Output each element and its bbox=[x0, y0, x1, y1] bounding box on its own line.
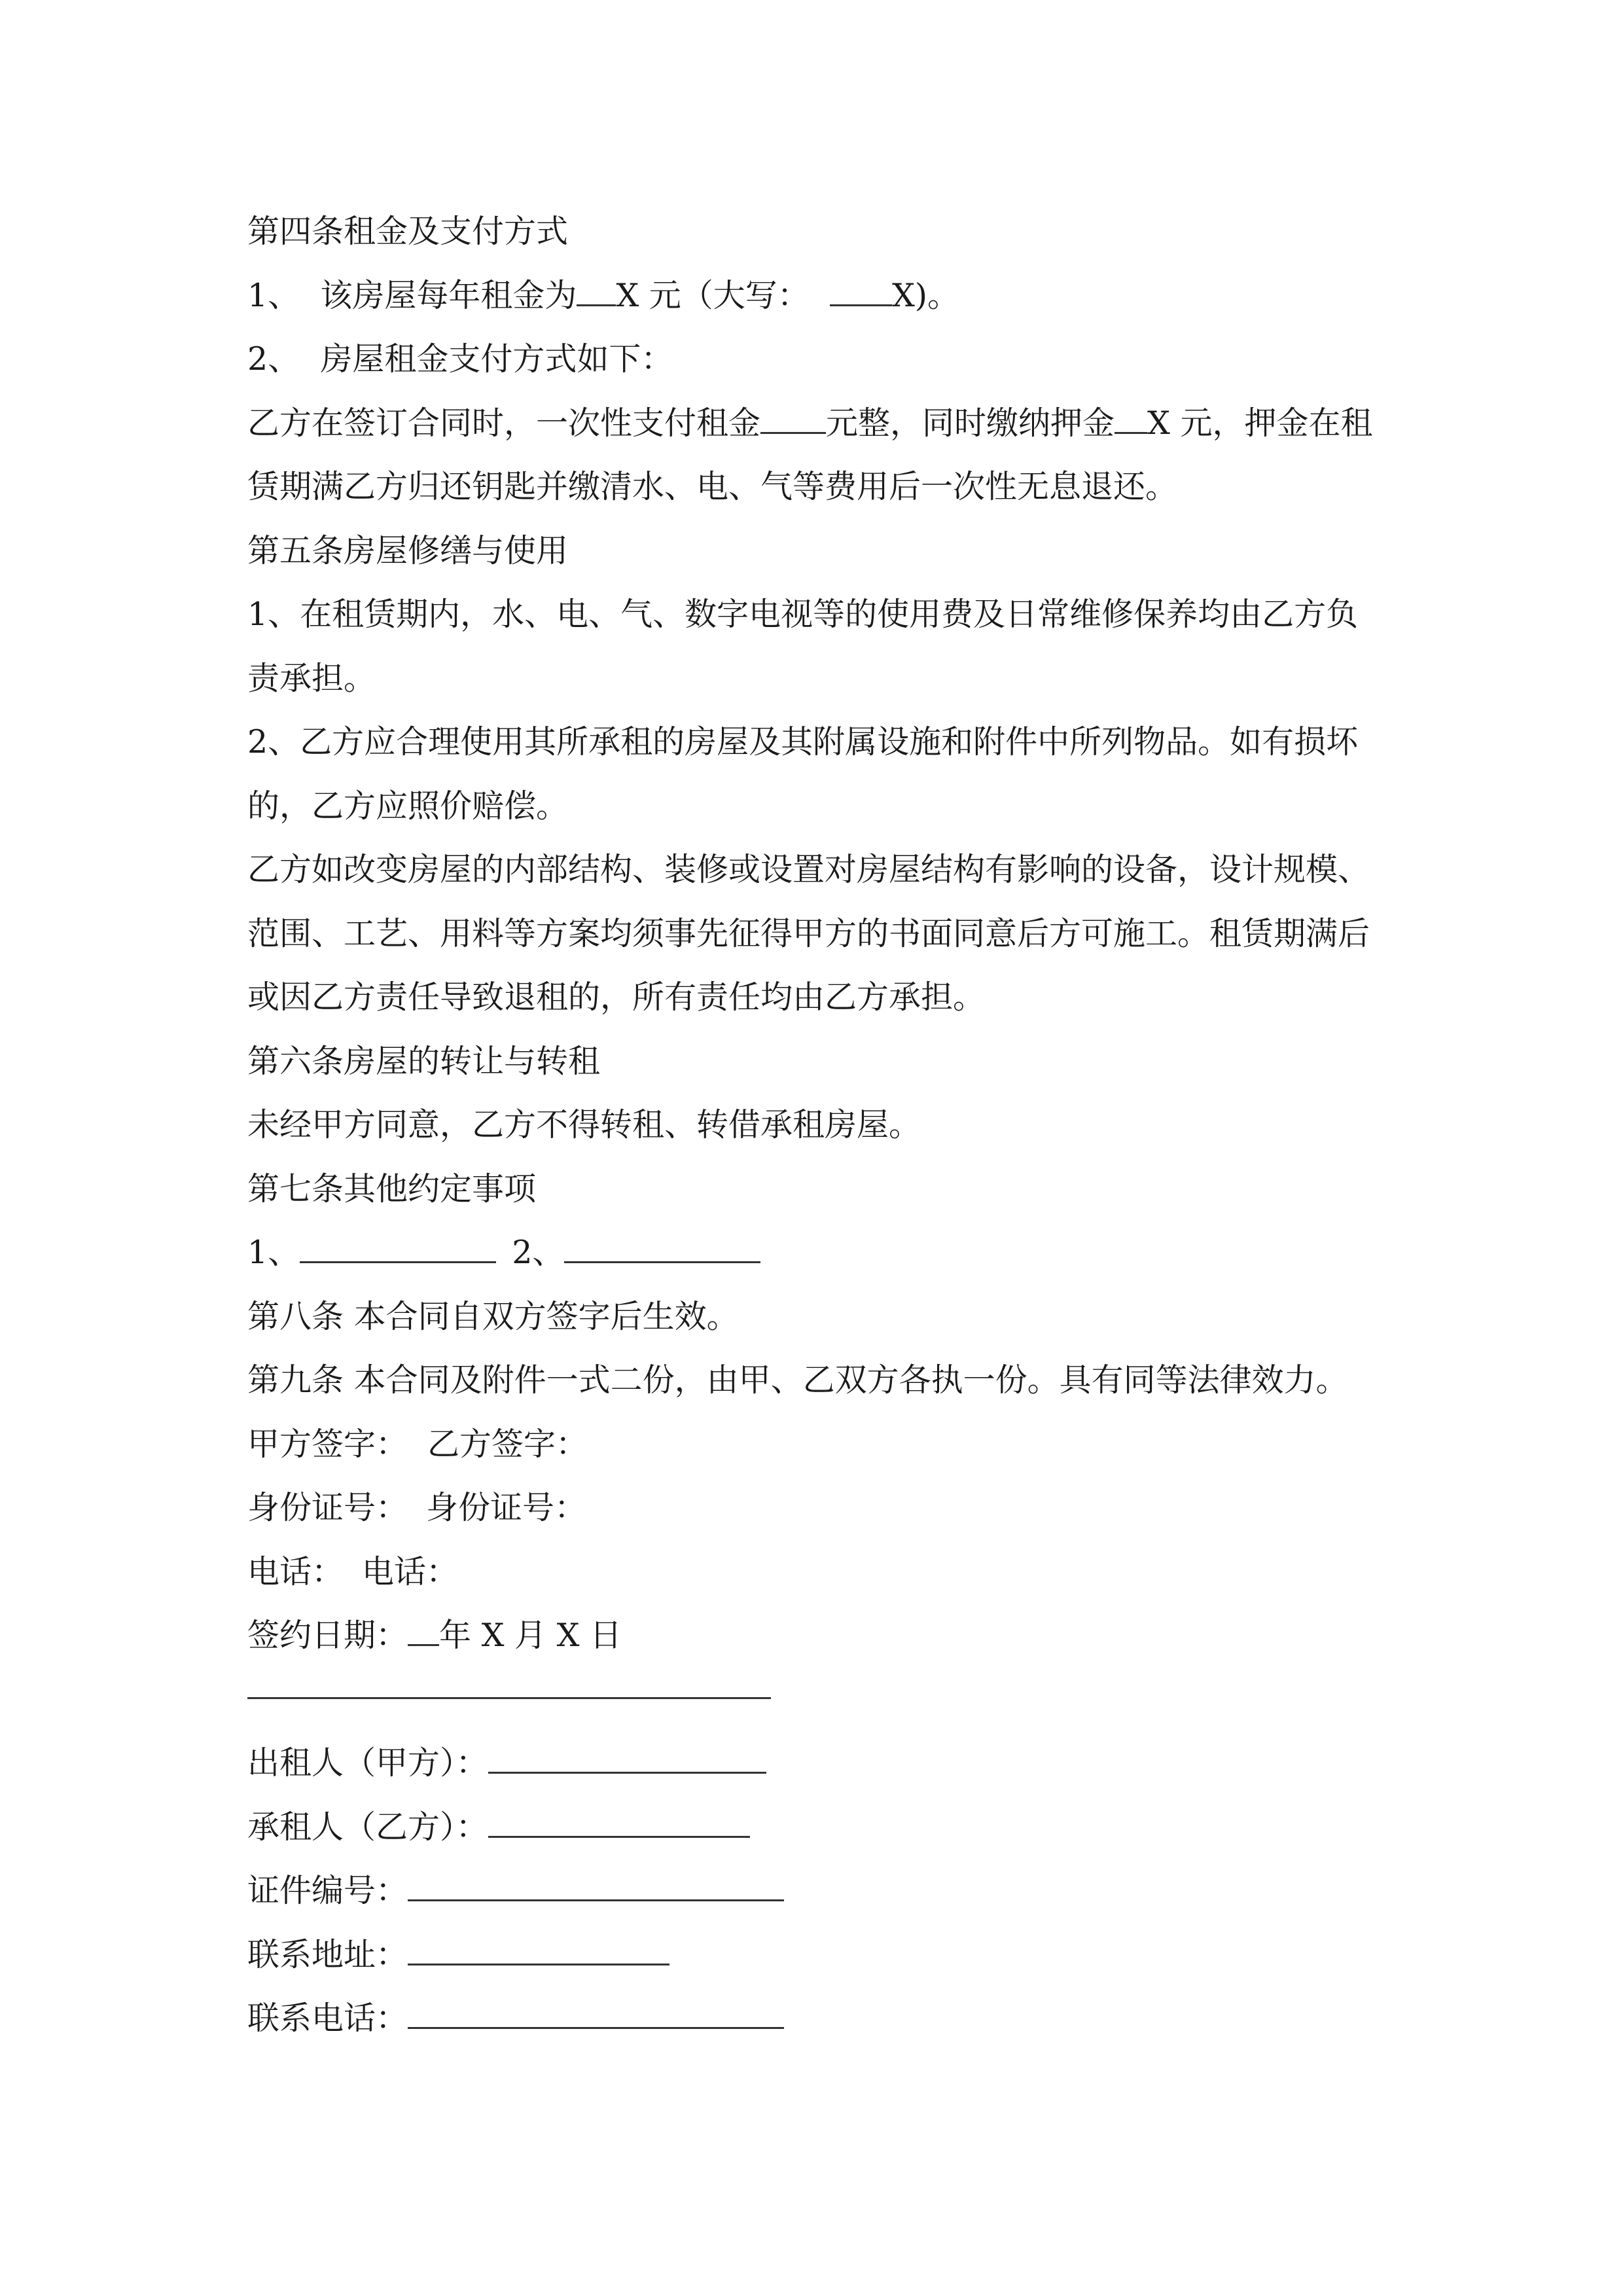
cert-no-blank bbox=[408, 1873, 784, 1901]
other-item1-label: 1、 bbox=[247, 1234, 300, 1271]
cert-row bbox=[247, 1859, 1399, 1923]
rent-uppercase-label: X 元（大写： bbox=[616, 276, 830, 314]
payment-text-a: 乙方在签订合同时，一次性支付租金 bbox=[247, 404, 761, 442]
article5-heading: 第五条房屋修缮与使用 bbox=[247, 531, 569, 569]
party-a-sign-label: 甲方签字： bbox=[247, 1425, 408, 1463]
rent-blank bbox=[577, 278, 616, 306]
party-b-id-label: 身份证号： bbox=[426, 1489, 587, 1526]
article8: 第八条 本合同自双方签字后生效。 bbox=[247, 1297, 739, 1335]
lessee-label: 承租人（乙方）： bbox=[247, 1808, 488, 1846]
year-blank bbox=[408, 1618, 439, 1646]
lessee-row bbox=[247, 1795, 1399, 1859]
address-blank bbox=[408, 1937, 669, 1965]
article4-item2: 2、 房屋租金支付方式如下： bbox=[247, 340, 673, 378]
lessor-row bbox=[247, 1731, 1399, 1795]
date-row bbox=[247, 1604, 1399, 1668]
article5-item1-line2: 责承担。 bbox=[247, 659, 376, 697]
article4-para-line2: 赁期满乙方归还钥匙并缴清水、电、气等费用后一次性无息退还。 bbox=[247, 468, 1178, 505]
party-a-id-label: 身份证号： bbox=[247, 1489, 408, 1526]
article4-heading: 第四条租金及支付方式 bbox=[247, 213, 569, 250]
signature-row bbox=[247, 1412, 1399, 1477]
other-item2-label: 2、 bbox=[512, 1234, 565, 1271]
article6-heading: 第六条房屋的转让与转租 bbox=[247, 1042, 601, 1080]
rent-amount-label: 1、 该房屋每年租金为 bbox=[247, 276, 577, 314]
article7-heading: 第七条其他约定事项 bbox=[247, 1170, 537, 1208]
lessor-blank bbox=[488, 1746, 766, 1774]
horizontal-rule bbox=[247, 1697, 771, 1699]
article5-para-line3: 或因乙方责任导致退租的，所有责任均由乙方承担。 bbox=[247, 978, 986, 1016]
sign-date-value: 年 X 月 X 日 bbox=[439, 1617, 622, 1654]
article5-para-line1: 乙方如改变房屋的内部结构、装修或设置对房屋结构有影响的设备，设计规模、 bbox=[247, 851, 1370, 888]
rent-uppercase-end: X)。 bbox=[891, 276, 959, 314]
contact-phone-blank bbox=[408, 2001, 784, 2029]
cert-no-label: 证件编号： bbox=[247, 1872, 408, 1909]
sign-date-label: 签约日期： bbox=[247, 1617, 408, 1654]
lessee-blank bbox=[488, 1810, 750, 1838]
address-row bbox=[247, 1923, 1399, 1987]
rent-uppercase-blank bbox=[830, 278, 892, 306]
contact-phone-row bbox=[247, 1986, 1399, 2051]
article5-item1-line1: 1、在租赁期内，水、电、气、数字电视等的使用费及日常维修保养均由乙方负 bbox=[247, 596, 1359, 633]
article5-item2-line1: 2、乙方应合理使用其所承租的房屋及其附属设施和附件中所列物品。如有损坏 bbox=[247, 723, 1359, 761]
article4-para-line1 bbox=[247, 391, 1399, 456]
article7-items bbox=[247, 1221, 1399, 1285]
contact-phone-label: 联系电话： bbox=[247, 2000, 408, 2037]
phone-row bbox=[247, 1540, 1399, 1604]
id-row bbox=[247, 1476, 1399, 1540]
payment-text-b: 元整，同时缴纳押金 bbox=[826, 404, 1115, 442]
article5-para-line2: 范围、工艺、用料等方案均须事先征得甲方的书面同意后方可施工。租赁期满后 bbox=[247, 914, 1370, 952]
lessor-label: 出租人（甲方）： bbox=[247, 1744, 488, 1782]
other-item2-blank bbox=[564, 1235, 760, 1263]
payment-text-c: X 元，押金在租 bbox=[1147, 404, 1373, 442]
party-a-phone-label: 电话： bbox=[247, 1552, 344, 1590]
party-b-sign-label: 乙方签字： bbox=[427, 1425, 588, 1463]
divider-line bbox=[247, 1668, 1399, 1732]
article5-item2-line2: 的，乙方应照价赔偿。 bbox=[247, 787, 569, 825]
article9: 第九条 本合同及附件一式二份，由甲、乙双方各执一份。具有同等法律效力。 bbox=[247, 1361, 1348, 1399]
address-label: 联系地址： bbox=[247, 1935, 408, 1973]
contract-body bbox=[247, 200, 1399, 2051]
article4-item1 bbox=[247, 264, 1399, 328]
article6-text: 未经甲方同意，乙方不得转租、转借承租房屋。 bbox=[247, 1106, 921, 1143]
rent-total-blank bbox=[760, 406, 826, 434]
party-b-phone-label: 电话： bbox=[362, 1552, 459, 1590]
other-item1-blank bbox=[300, 1235, 496, 1263]
deposit-blank bbox=[1115, 406, 1147, 434]
